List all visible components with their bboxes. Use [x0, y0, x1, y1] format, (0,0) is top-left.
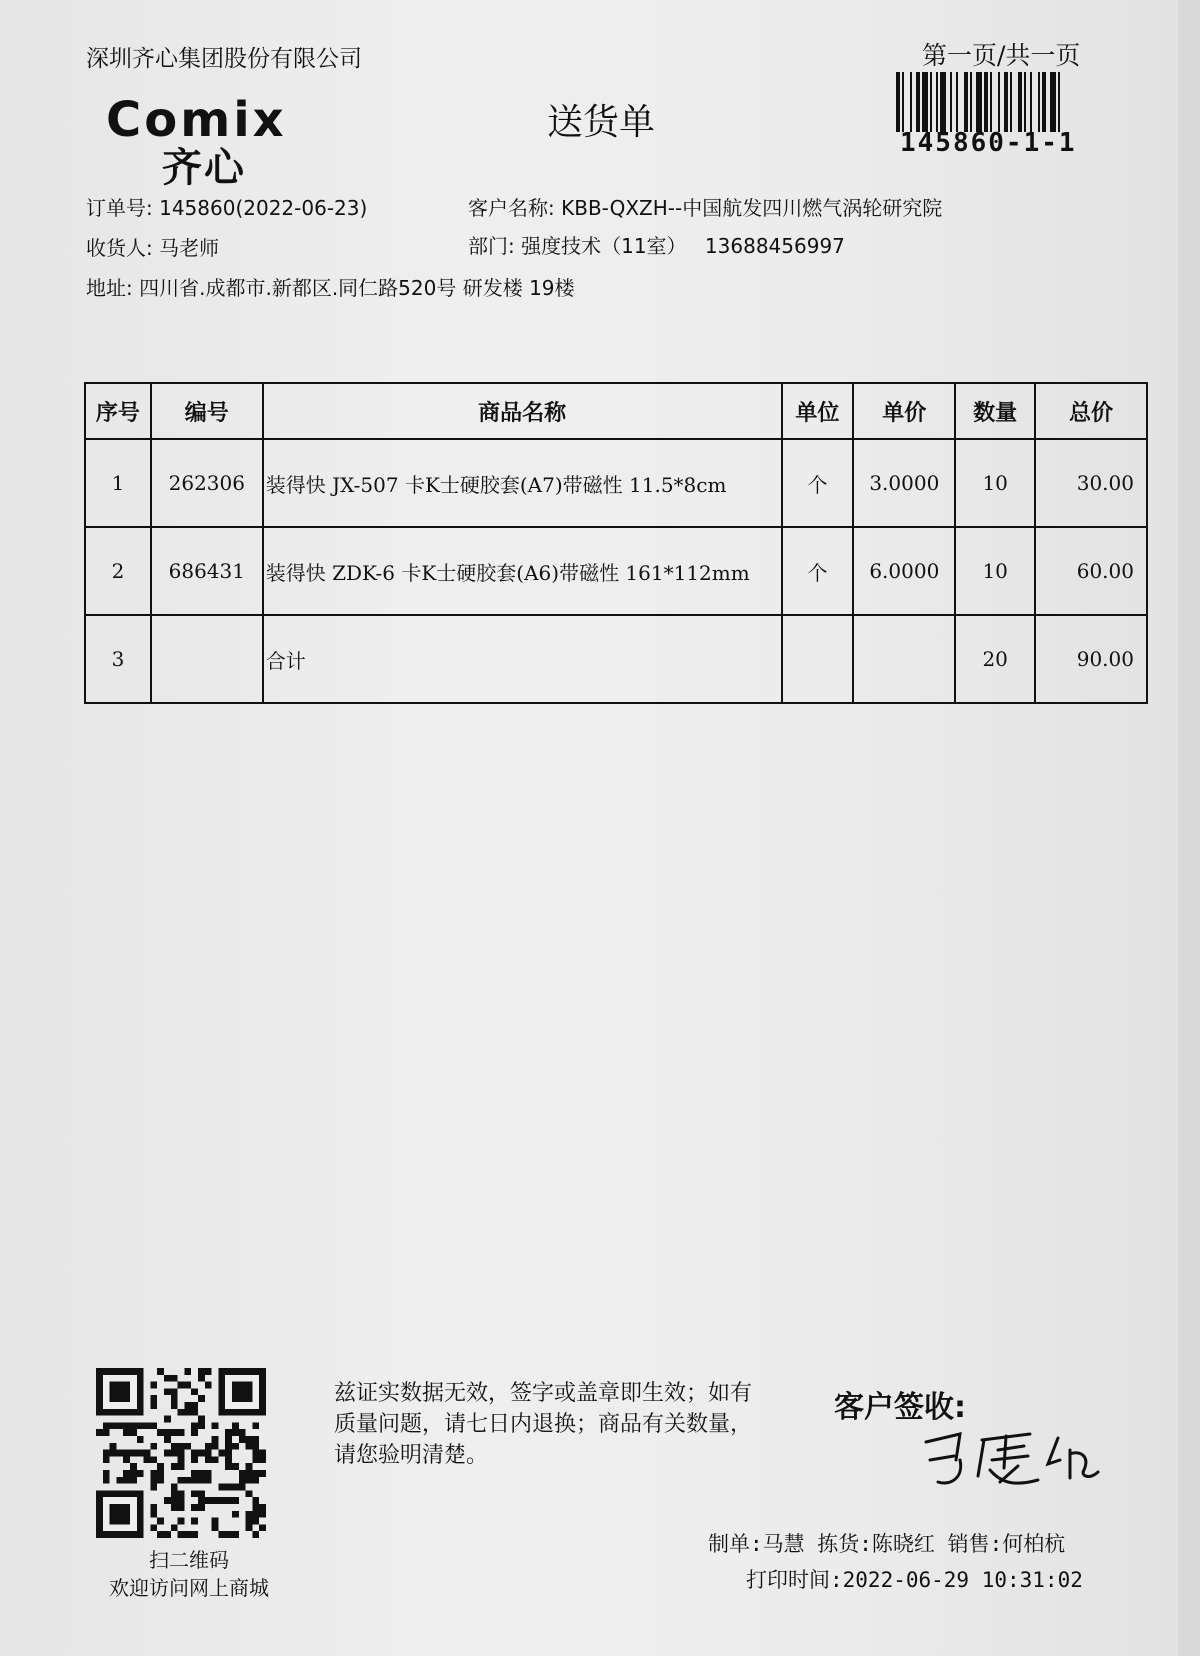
- table-row: [85, 439, 1147, 527]
- receiver-label: 收货人:: [86, 236, 153, 260]
- department-line: [468, 230, 845, 259]
- barcode-graphic: [896, 72, 1116, 132]
- logo-chinese-text: 齐心: [162, 145, 246, 191]
- table-header-row: [85, 383, 1147, 439]
- order-number-line: [86, 192, 367, 221]
- cell-quantity: 10: [955, 527, 1035, 615]
- cell-total: 60.00: [1035, 527, 1147, 615]
- cell-product-name: 装得快 JX-507 卡K士硬胶套(A7)带磁性 11.5*8cm: [263, 439, 782, 527]
- customer-signature: [920, 1420, 1110, 1500]
- print-time: 打印时间:2022-06-29 10:31:02: [746, 1568, 1083, 1592]
- address-label: 地址:: [86, 276, 133, 300]
- phone-value: 13688456997: [704, 234, 845, 258]
- address-value: 四川省.成都市.新都区.同仁路520号 研发楼 19楼: [139, 276, 575, 300]
- customer-sign-label: 客户签收:: [834, 1390, 966, 1425]
- cell-code: 686431: [151, 527, 263, 615]
- cell-total: 30.00: [1035, 439, 1147, 527]
- table-row: [85, 527, 1147, 615]
- cell-unit: 个: [782, 527, 854, 615]
- header-quantity: 数量: [955, 383, 1035, 439]
- address-line: [86, 272, 575, 301]
- cell-code: [151, 615, 263, 703]
- delivery-note-terms: 兹证实数据无效，签字或盖章即生效；如有质量问题，请七日内退换；商品有关数量，请您验明清楚。: [334, 1381, 753, 1468]
- qr-caption-line-1: 扫二维码: [149, 1548, 229, 1572]
- header-seq: 序号: [85, 383, 151, 439]
- cell-code: 262306: [151, 439, 263, 527]
- cell-unit-price: 6.0000: [853, 527, 955, 615]
- logo-latin-text: Comix: [106, 92, 287, 148]
- cell-quantity: 20: [955, 615, 1035, 703]
- header-unit: 单位: [782, 383, 854, 439]
- items-table: [84, 382, 1148, 704]
- customer-label: 客户名称:: [468, 196, 555, 220]
- header-unit-price: 单价: [853, 383, 955, 439]
- order-number-value: 145860(2022-06-23): [159, 196, 368, 220]
- customer-line: [468, 192, 942, 221]
- cell-product-name: 装得快 ZDK-6 卡K士硬胶套(A6)带磁性 161*112mm: [263, 527, 782, 615]
- cell-seq: 2: [85, 527, 151, 615]
- header-total: 总价: [1035, 383, 1147, 439]
- cell-seq: 1: [85, 439, 151, 527]
- cell-total: 90.00: [1035, 615, 1147, 703]
- cell-unit: 个: [782, 439, 854, 527]
- table-row-sum: [85, 615, 1147, 703]
- barcode-number: 145860-1-1: [900, 128, 1077, 158]
- staff-info: 制单:马慧 拣货:陈晓红 销售:何柏杭: [708, 1532, 1066, 1556]
- department-value: 强度技术（11室）: [521, 234, 687, 258]
- receiver-line: [86, 232, 219, 261]
- qr-code-icon: [90, 1368, 272, 1538]
- page-indicator: 第一页/共一页: [922, 41, 1081, 70]
- comix-logo: [106, 92, 331, 191]
- header-code: 编号: [151, 383, 263, 439]
- cell-quantity: 10: [955, 439, 1035, 527]
- header-product-name: 商品名称: [263, 383, 782, 439]
- qr-caption: [84, 1546, 294, 1602]
- cell-unit-price: 3.0000: [853, 439, 955, 527]
- cell-unit: [782, 615, 854, 703]
- cell-seq: 3: [85, 615, 151, 703]
- order-number-label: 订单号:: [86, 196, 153, 220]
- department-label: 部门:: [468, 234, 515, 258]
- customer-value: KBB-QXZH--中国航发四川燃气涡轮研究院: [561, 196, 943, 220]
- cell-product-name: 合计: [263, 615, 782, 703]
- cell-unit-price: [853, 615, 955, 703]
- document-title: 送货单: [547, 102, 656, 143]
- receiver-value: 马老师: [159, 236, 220, 260]
- company-name: 深圳齐心集团股份有限公司: [86, 46, 362, 72]
- qr-caption-line-2: 欢迎访问网上商城: [109, 1576, 269, 1600]
